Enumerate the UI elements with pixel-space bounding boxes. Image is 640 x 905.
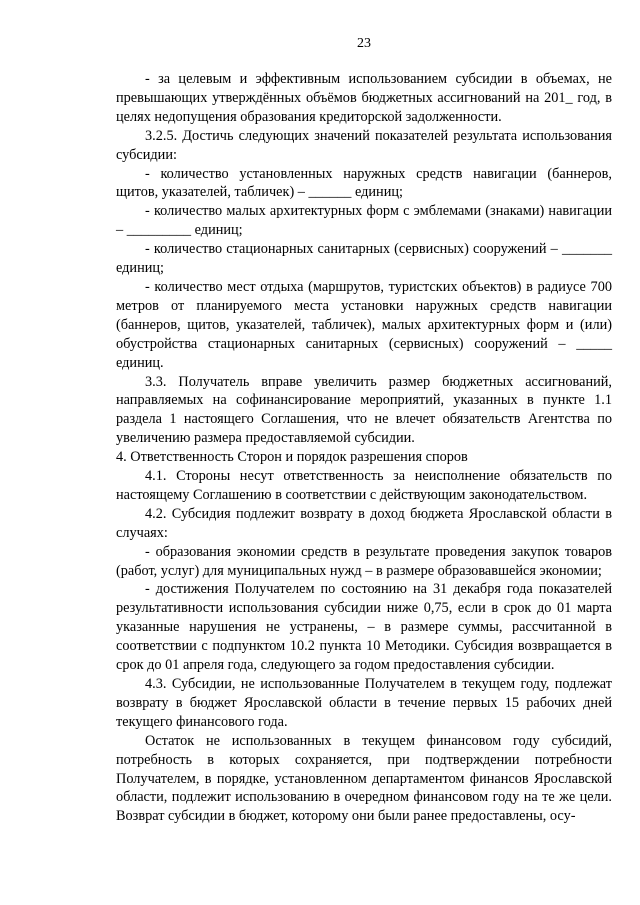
paragraph-3-3: 3.3. Получатель вправе увеличить размер бюджетных ассигнований, направляемых на софинансирование мероприятий, указанных в пункте 1.1 раздела 1 настоящего Соглашения, что не влечет обязательств Агентства по увеличению размера предоставляемой субсидии.: [116, 373, 612, 447]
paragraph-control-usage: - за целевым и эффективным использованием субсидии в объемах, не превышающих утверждённых объёмов бюджетных ассигнований на 201_ год, в целях недопущения образования кредиторской задолженности.: [116, 71, 612, 125]
document-body: [116, 70, 612, 826]
section-4-heading: 4. Ответственность Сторон и порядок разрешения споров: [116, 449, 468, 466]
paragraph-remainder: Остаток не использованных в текущем финансовом году субсидий, потребность в которых сохраняется, при подтверждении потребности Получателем, в порядке, установленном департаментом финансов Ярославской области, подлежит использованию в очередном финансовом году на те же цели. Возврат субсидии в бюджет, которому они были ранее предоставлены, осу-: [116, 732, 612, 825]
paragraph-architectural-forms: - количество малых архитектурных форм с эмблемами (знаками) навигации – _________ единиц;: [116, 203, 612, 239]
paragraph-4-2: 4.2. Субсидия подлежит возврату в доход бюджета Ярославской области в случаях:: [116, 505, 612, 541]
paragraph-4-3: 4.3. Субсидии, не использованные Получателем в текущем году, подлежат возврату в бюджет Ярославской области в течение первых 15 рабочих дней текущего финансового года.: [116, 676, 612, 730]
paragraph-4-1: 4.1. Стороны несут ответственность за неисполнение обязательств по настоящему Соглашению в соответствии с действующим законодательством.: [116, 468, 612, 503]
paragraph-navigation-count: - количество установленных наружных средств навигации (баннеров, щитов, указателей, табличек) – ______ единиц;: [116, 165, 612, 201]
page-number: 23: [357, 36, 371, 51]
paragraph-performance: - достижения Получателем по состоянию на 31 декабря года показателей результативности использования субсидии ниже 0,75, если в срок до 01 марта указанные нарушения не устранены, – в размере суммы, рассчитанной в соответствии с подпунктом 10.2 пункта 10 Методики. Субсидия возвращается в срок до 01 апреля года, следующего за годом предоставления субсидии.: [116, 581, 612, 674]
paragraph-rest-places: - количество мест отдыха (маршрутов, туристских объектов) в радиусе 700 метров от планируемого места установки наружных средств навигации (баннеров, щитов, указателей, табличек), малых архитектурных форм и (или) обустройства стационарных санитарных (сервисных) сооружений – _____ единиц.: [116, 278, 612, 371]
paragraph-sanitary-facilities: - количество стационарных санитарных (сервисных) сооружений – _______ единиц;: [116, 241, 612, 277]
paragraph-3-2-5: 3.2.5. Достичь следующих значений показателей результата использования субсидии:: [116, 127, 612, 163]
paragraph-savings: - образования экономии средств в результате проведения закупок товаров (работ, услуг) для муниципальных нужд – в размере образовавшейся экономии;: [116, 543, 612, 579]
